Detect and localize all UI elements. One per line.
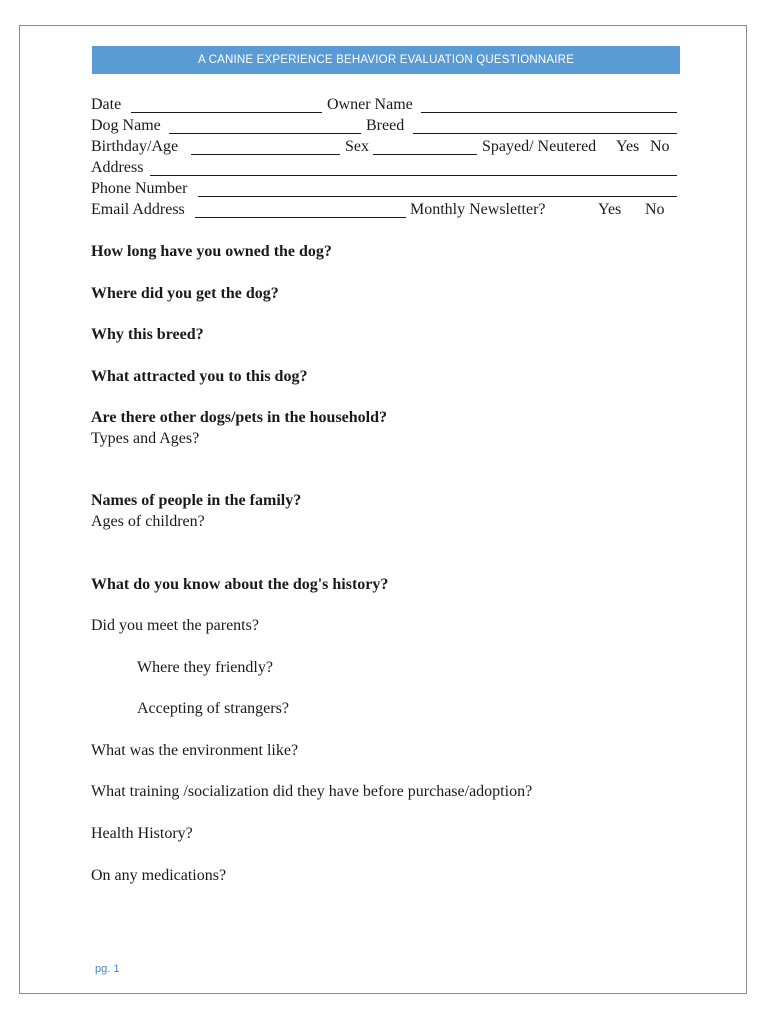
question-medications: On any medications?: [91, 867, 227, 884]
document-page: [19, 25, 747, 994]
breed-field[interactable]: [413, 133, 677, 134]
page-number: pg. 1: [95, 963, 120, 975]
monthly-newsletter-label: Monthly Newsletter?: [410, 201, 546, 218]
dog-name-field[interactable]: [169, 133, 361, 134]
spayed-yes-option[interactable]: Yes: [616, 138, 640, 155]
question-health-history: Health History?: [91, 825, 193, 842]
birthday-age-label: Birthday/Age: [91, 138, 179, 155]
question-dog-history: What do you know about the dog's history?: [91, 576, 389, 593]
spayed-neutered-label: Spayed/ Neutered: [482, 138, 597, 155]
question-met-parents: Did you meet the parents?: [91, 617, 259, 634]
sex-field[interactable]: [373, 154, 477, 155]
newsletter-yes-option[interactable]: Yes: [598, 201, 622, 218]
newsletter-no-option[interactable]: No: [645, 201, 665, 218]
owner-name-field[interactable]: [421, 112, 677, 113]
date-field[interactable]: [131, 112, 322, 113]
question-parents-strangers: Accepting of strangers?: [137, 700, 289, 717]
question-family-names: Names of people in the family?: [91, 492, 302, 509]
breed-label: Breed: [366, 117, 405, 134]
question-dog-origin: Where did you get the dog?: [91, 285, 279, 302]
dog-name-label: Dog Name: [91, 117, 161, 134]
spayed-no-option[interactable]: No: [650, 138, 670, 155]
birthday-age-field[interactable]: [191, 154, 340, 155]
question-parents-friendly: Where they friendly?: [137, 659, 273, 676]
email-address-label: Email Address: [91, 201, 185, 218]
phone-number-label: Phone Number: [91, 180, 188, 197]
question-training: What training /socialization did they have before purchase/adoption?: [91, 783, 533, 800]
sex-label: Sex: [345, 138, 369, 155]
phone-number-field[interactable]: [198, 196, 677, 197]
question-children-ages: Ages of children?: [91, 513, 205, 530]
question-why-breed: Why this breed?: [91, 326, 204, 343]
address-label: Address: [91, 159, 144, 176]
email-address-field[interactable]: [195, 217, 406, 218]
date-label: Date: [91, 96, 122, 113]
question-owned-duration: How long have you owned the dog?: [91, 243, 332, 260]
question-other-pets: Are there other dogs/pets in the household?: [91, 409, 388, 426]
question-environment: What was the environment like?: [91, 742, 299, 759]
question-pet-types-ages: Types and Ages?: [91, 430, 200, 447]
address-field[interactable]: [150, 175, 677, 176]
form-title-banner: A CANINE EXPERIENCE BEHAVIOR EVALUATION QUESTIONNAIRE: [92, 46, 680, 74]
question-attraction: What attracted you to this dog?: [91, 368, 308, 385]
owner-name-label: Owner Name: [327, 96, 413, 113]
